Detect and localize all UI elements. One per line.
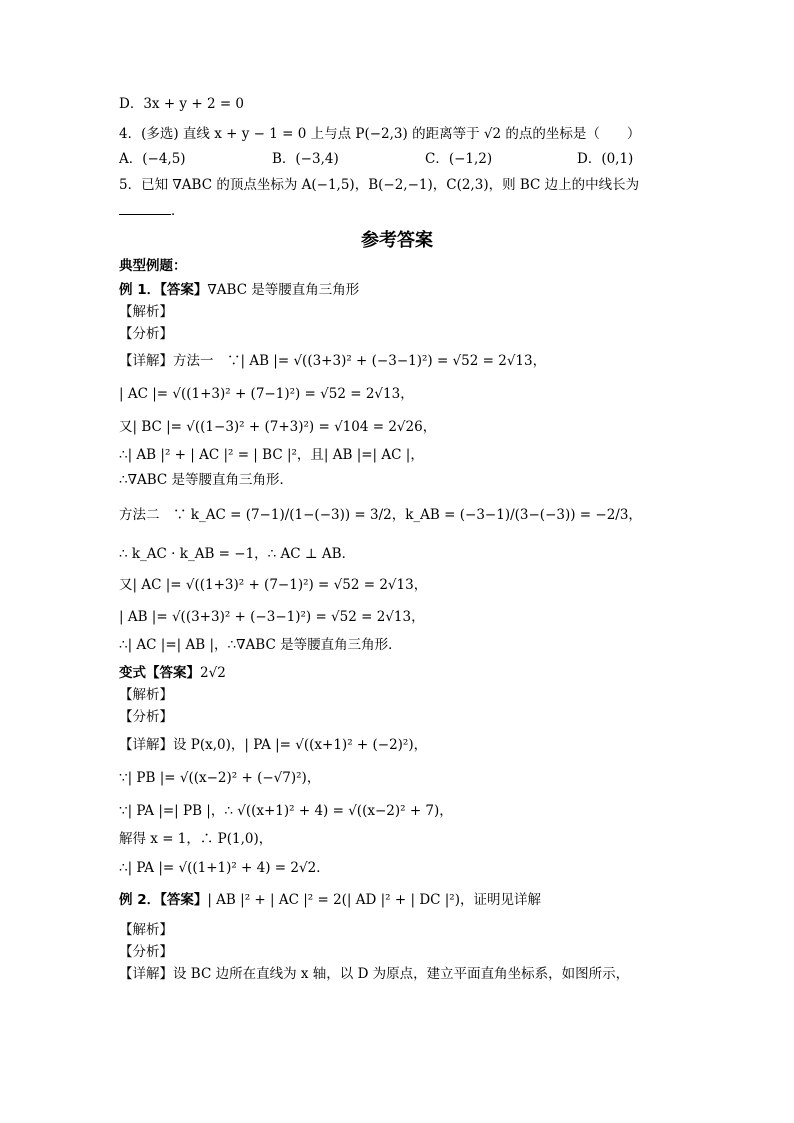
option-d-line: D．3x + y + 2 = 0 [119,96,245,112]
example-2-answer-text: | AB |² + | AC |² = 2(| AD |² + | DC |²)，证明见详解 [207,892,541,908]
variant-line1-text: 设 P(x,0)，| PA |= √((x+1)² + (−2)²)， [173,737,428,753]
method1-line1-text: 方法一 ∵| AB |= √((3+3)² + (−3−1)²) = √52 = 2√13， [173,353,547,369]
example-1-answer-text: ∇ABC 是等腰直角三角形 [207,282,360,298]
variant-analysis-label: 【解析】 [119,687,173,703]
typical-examples-heading: 典型例题： [119,258,187,274]
example-2-label: 例 2．【答案】 [119,892,208,908]
period: ． [171,203,185,219]
variant-line1 [119,736,427,754]
answers-title: 参考答案 [361,230,433,251]
method2-line3: 又| AC |= √((1+3)² + (7−1)²) = √52 = 2√13， [119,577,428,593]
variant-breakdown-label: 【分析】 [119,709,173,725]
q4-option-a: A．(−4,5) [119,151,186,167]
example-1-answer [119,281,359,299]
variant-answer [119,664,226,682]
method1-line3: 又| BC |= √((1−3)² + (7+3)²) = √104 = 2√26， [119,419,437,435]
variant-label: 变式【答案】 [119,665,200,681]
breakdown-label: 【分析】 [119,326,173,342]
example-2-detail-label: 【详解】 [119,966,173,982]
method1-line2: | AC |= √((1+3)² + (7−1)²) = √52 = 2√13， [119,386,414,402]
analysis-label: 【解析】 [119,304,173,320]
variant-detail-label: 【详解】 [119,737,173,753]
q4-option-b: B．(−3,4) [272,151,339,167]
q4-option-c: C．(−1,2) [425,151,493,167]
question-5-blank-line [119,202,185,220]
method2-line1: 方法二 ∵ k_AC = (7−1)/(1−(−3)) = 3/2，k_AB = (−3−1)/(3−(−3)) = −2/3， [119,507,642,523]
example-1-label: 例 1．【答案】 [119,282,208,298]
variant-answer-text: 2√2 [200,665,226,681]
q4-option-d: D．(0,1) [577,151,634,167]
method1-line4: ∴| AB |² + | AC |² = | BC |²，且| AB |=| AC |， [119,447,424,463]
question-4: 4．(多选) 直线 x + y − 1 = 0 上与点 P(−2,3) 的距离等于 √2 的点的坐标是（ ） [119,126,641,142]
example-2-detail [119,965,629,983]
variant-line3: ∵| PA |=| PB |，∴ √((x+1)² + 4) = √((x−2)² + 7)， [119,803,453,819]
example-2-analysis-label: 【解析】 [119,922,173,938]
detail-label: 【详解】 [119,353,173,369]
method1-line5: ∴∇ABC 是等腰直角三角形． [119,472,294,488]
variant-line2: ∵| PB |= √((x−2)² + (−√7)²)， [119,770,321,786]
variant-line5: ∴| PA |= √((1+1)² + 4) = 2√2． [119,860,330,876]
question-5: 5．已知 ∇ABC 的顶点坐标为 A(−1,5)，B(−2,−1)，C(2,3)，则 BC 边上的中线长为 [119,177,640,193]
method2-line4: | AB |= √((3+3)² + (−3−1)²) = √52 = 2√13， [119,609,425,625]
method1-line1 [119,352,546,370]
method2-line5: ∴| AC |=| AB |，∴∇ABC 是等腰直角三角形． [119,637,402,653]
example-2-breakdown-label: 【分析】 [119,944,173,960]
variant-line4: 解得 x = 1，∴ P(1,0)， [119,831,273,847]
example-2-answer [119,891,541,909]
answer-blank [119,202,171,215]
method2-line2: ∴ k_AC · k_AB = −1，∴ AC ⊥ AB． [119,546,356,562]
example-2-detail-text: 设 BC 边所在直线为 x 轴，以 D 为原点，建立平面直角坐标系，如图所示， [173,966,630,982]
